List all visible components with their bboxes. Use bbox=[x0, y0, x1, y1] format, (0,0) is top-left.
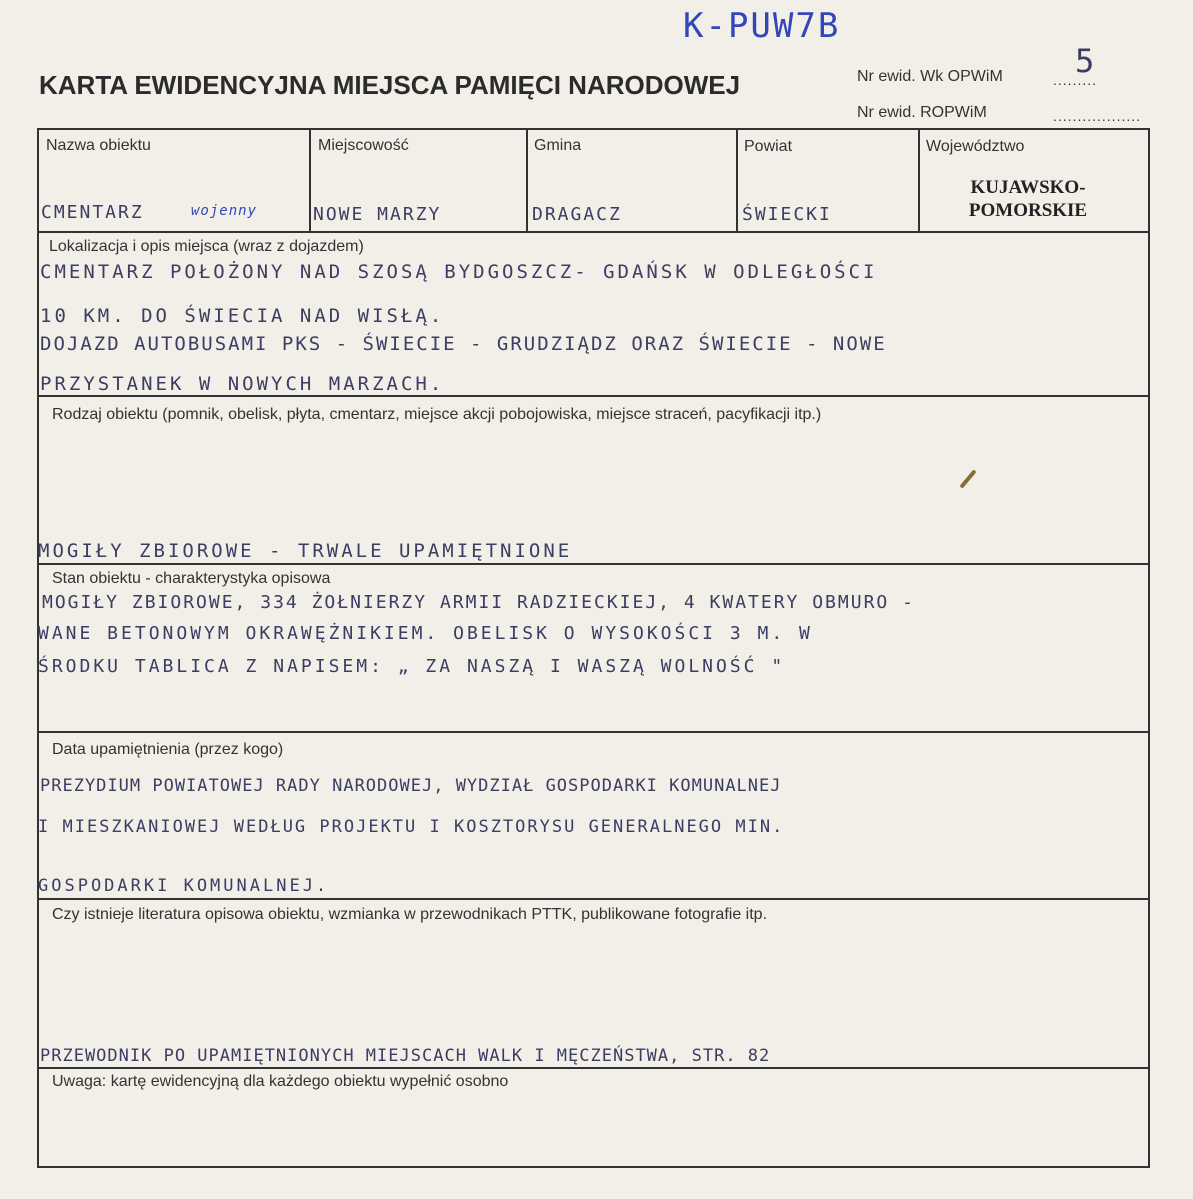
lokalizacja-line: CMENTARZ POŁOŻONY NAD SZOSĄ BYDGOSZCZ- GDAŃSK W ODLEGŁOŚCI bbox=[40, 261, 878, 283]
row-divider bbox=[37, 231, 1150, 233]
nr-wk-label: Nr ewid. Wk OPWiM bbox=[857, 68, 1003, 85]
miejscowosc-value: NOWE MARZY bbox=[313, 204, 442, 225]
data-upamietnienia-line: GOSPODARKI KOMUNALNEJ. bbox=[38, 876, 330, 896]
wojewodztwo-value-line1: KUJAWSKO- bbox=[970, 177, 1086, 198]
nazwa-value: CMENTARZ bbox=[41, 202, 144, 223]
nazwa-value-annotation: wojenny bbox=[191, 203, 258, 219]
nazwa-label: Nazwa obiektu bbox=[46, 137, 151, 154]
data-upamietnienia-label: Data upamiętnienia (przez kogo) bbox=[52, 741, 284, 758]
column-divider bbox=[918, 128, 920, 232]
row-divider bbox=[37, 563, 1150, 565]
column-divider bbox=[309, 128, 311, 232]
nr-rop-dots: .................. bbox=[1053, 108, 1142, 124]
lokalizacja-line: DOJAZD AUTOBUSAMI PKS - ŚWIECIE - GRUDZIĄDZ ORAZ ŚWIECIE - NOWE bbox=[40, 333, 887, 355]
row-divider bbox=[37, 898, 1150, 900]
catalog-stamp: K-PUW7B bbox=[683, 6, 841, 46]
miejscowosc-label: Miejscowość bbox=[318, 137, 409, 154]
lokalizacja-line: 10 KM. DO ŚWIECIA NAD WISŁĄ. bbox=[40, 305, 445, 327]
stan-line: ŚRODKU TABLICA Z NAPISEM: „ ZA NASZĄ I WASZĄ WOLNOŚĆ " bbox=[38, 656, 786, 677]
row-divider bbox=[37, 395, 1150, 397]
stan-line: WANE BETONOWYM OKRAWĘŻNIKIEM. OBELISK O WYSOKOŚCI 3 M. W bbox=[38, 623, 813, 644]
form-frame bbox=[37, 128, 1150, 1168]
stan-line: MOGIŁY ZBIOROWE, 334 ŻOŁNIERZY ARMII RADZIECKIEJ, 4 KWATERY OBMURO - bbox=[42, 592, 915, 613]
literatura-value: PRZEWODNIK PO UPAMIĘTNIONYCH MIEJSCACH WALK I MĘCZEŃSTWA, STR. 82 bbox=[40, 1046, 771, 1066]
card-title: KARTA EWIDENCYJNA MIEJSCA PAMIĘCI NARODOWEJ bbox=[39, 70, 741, 100]
data-upamietnienia-line: I MIESZKANIOWEJ WEDŁUG PROJEKTU I KOSZTORYSU GENERALNEGO MIN. bbox=[38, 817, 785, 837]
nr-wk-value: 5 bbox=[1075, 42, 1098, 80]
literatura-label: Czy istnieje literatura opisowa obiektu, wzmianka w przewodnikach PTTK, publikowane fotografie itp. bbox=[52, 906, 768, 923]
powiat-label: Powiat bbox=[744, 138, 793, 155]
row-divider bbox=[37, 1067, 1150, 1069]
lokalizacja-line: PRZYSTANEK W NOWYCH MARZACH. bbox=[40, 373, 445, 395]
stan-label: Stan obiektu - charakterystyka opisowa bbox=[52, 570, 331, 587]
column-divider bbox=[736, 128, 738, 232]
rodzaj-label: Rodzaj obiektu (pomnik, obelisk, płyta, cmentarz, miejsce akcji pobojowiska, miejsce straceń, pacyfikacji itp.) bbox=[52, 406, 822, 423]
row-divider bbox=[37, 731, 1150, 733]
data-upamietnienia-line: PREZYDIUM POWIATOWEJ RADY NARODOWEJ, WYDZIAŁ GOSPODARKI KOMUNALNEJ bbox=[40, 776, 782, 796]
rodzaj-value: MOGIŁY ZBIOROWE - TRWALE UPAMIĘTNIONE bbox=[38, 540, 573, 562]
gmina-value: DRAGACZ bbox=[532, 204, 622, 225]
uwaga-label: Uwaga: kartę ewidencyjną dla każdego obiektu wypełnić osobno bbox=[52, 1073, 509, 1090]
nr-wk-dots: ......... bbox=[1053, 72, 1098, 88]
nr-rop-label: Nr ewid. ROPWiM bbox=[857, 104, 987, 121]
lokalizacja-label: Lokalizacja i opis miejsca (wraz z dojazdem) bbox=[49, 238, 364, 255]
column-divider bbox=[526, 128, 528, 232]
wojewodztwo-label: Województwo bbox=[926, 138, 1025, 155]
powiat-value: ŚWIECKI bbox=[742, 204, 832, 225]
gmina-label: Gmina bbox=[534, 137, 582, 154]
wojewodztwo-value bbox=[928, 176, 1128, 222]
wojewodztwo-value-line2: POMORSKIE bbox=[968, 200, 1088, 221]
